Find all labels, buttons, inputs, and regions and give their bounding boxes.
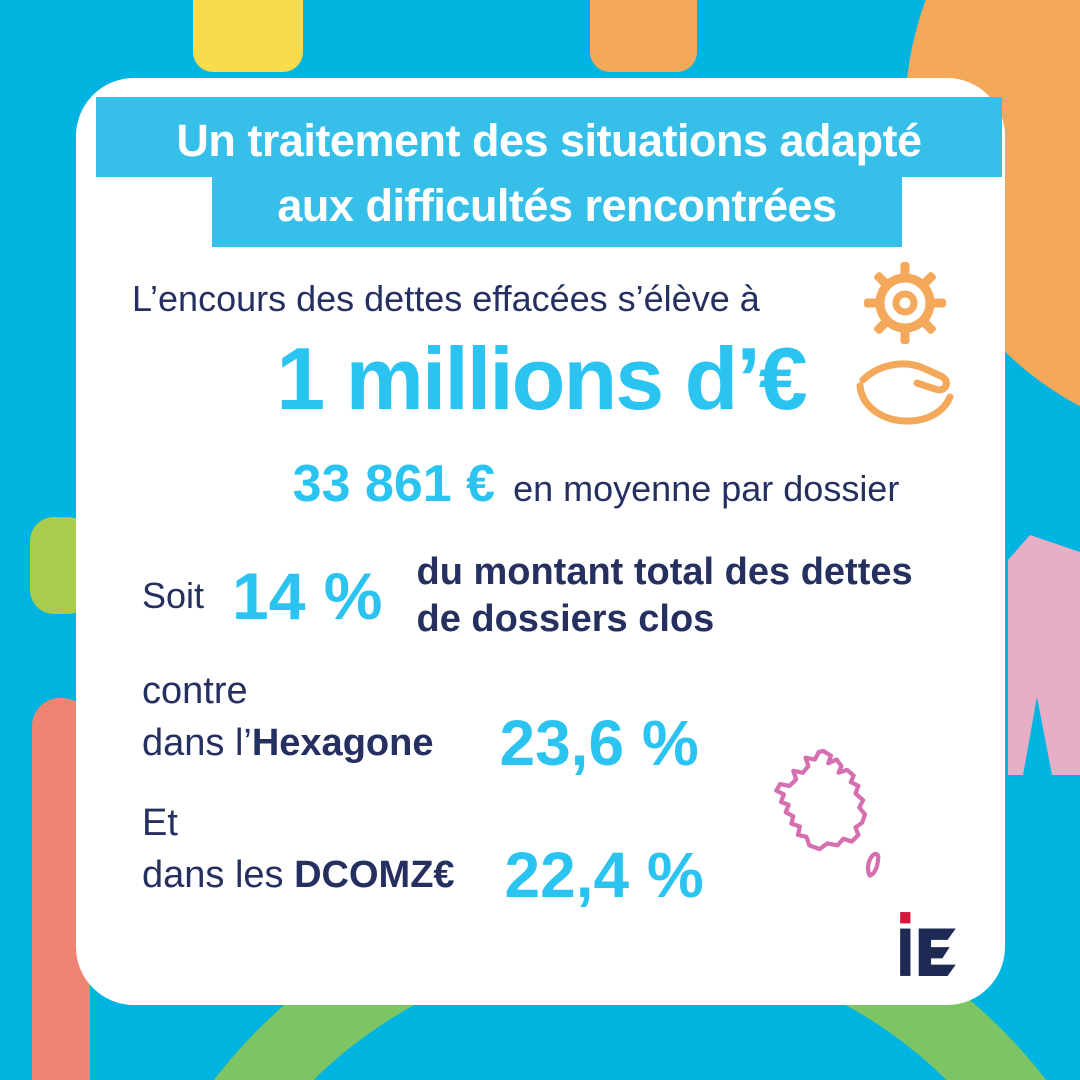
ie-logo [898,910,960,978]
comparison-dcom-percentage: 22,4 % [504,839,704,911]
share-label-line1: du montant total des dettes [416,551,913,593]
title-banner-line1 [96,97,1002,177]
comparison-dcom-intro: Et [142,802,178,844]
comparison-hexagone-percentage: 23,6 % [499,707,699,779]
share-percentage: 14 % [232,559,383,633]
yellow-bar-top-decoration [193,0,303,72]
comparison-dcom-label [142,854,455,897]
comparison-dcom-row [142,838,704,912]
ie-logo-red-dot [900,912,910,923]
title-banner-line2 [212,177,902,247]
comparison-dcom-region: DCOMZ€ [294,853,455,896]
comparison-hexagone-prefix: dans l’ [142,721,252,764]
average-row [196,454,996,514]
average-label: en moyenne par dossier [513,468,900,509]
share-label [416,549,912,643]
title-line1: Un traitement des situations adapté [176,115,922,166]
comparison-hexagone-region: Hexagone [251,721,434,764]
comparison-hexagone-intro: contre [142,670,248,712]
intro-text: L’encours des dettes effacées s’élève à [132,278,760,319]
share-row [142,540,913,652]
france-map-icon [765,742,897,910]
orange-bar-top-decoration [590,0,697,72]
comparison-hexagone-row [142,706,699,780]
share-prefix: Soit [142,575,205,616]
comparison-hexagone-label [142,722,433,765]
average-amount: 33 861 € [292,455,496,513]
comparison-dcom-prefix: dans les [142,853,295,896]
share-label-line2: de dossiers clos [416,598,715,640]
erased-debt-total: 1 millions d’€ [276,329,806,428]
content-card [76,78,1005,1005]
title-line2: aux difficultés rencontrées [277,180,837,231]
